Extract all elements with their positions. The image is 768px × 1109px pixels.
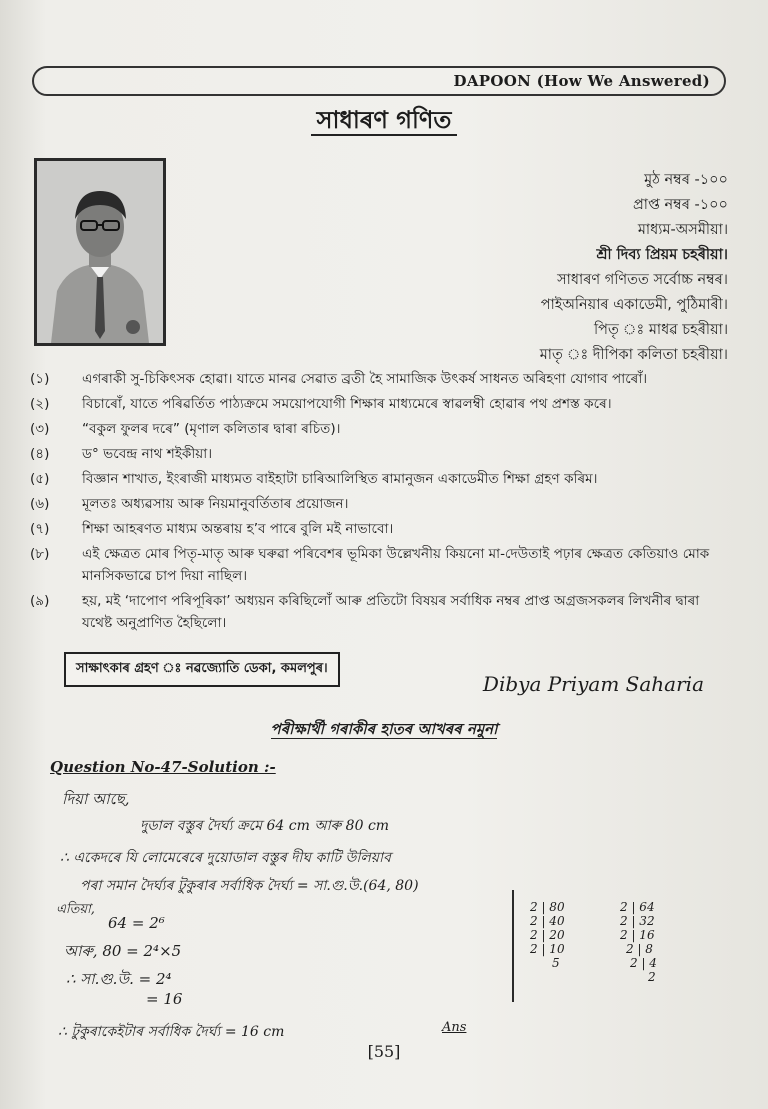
item-number: (৭) xyxy=(30,521,50,537)
div64-step: 2 xyxy=(648,970,656,984)
division-64 xyxy=(620,900,657,984)
student-photo xyxy=(34,158,166,346)
info-mother: মাতৃ ঃ দীপিকা কলিতা চহৰীয়া। xyxy=(539,347,728,363)
answer-list xyxy=(30,368,730,637)
hw-line-9: ∴ টুকুৰাকেইটাৰ সৰ্বাধিক দৈৰ্ঘ্য = 16 cm xyxy=(58,1024,285,1040)
div64-step: 2 | 64 xyxy=(620,900,655,914)
hw-line-7: ∴ সা.গু.উ. = 2⁴ xyxy=(66,970,172,988)
hw-question: Question No-47-Solution :- xyxy=(50,758,276,776)
item-number: (৬) xyxy=(30,496,50,512)
item-number: (৩) xyxy=(30,421,50,437)
item-text: হয়, মই ‘দাপোণ পৰিপূৰিকা’ অধ্যয়ন কৰিছিলোঁ আৰু প্ৰতিটো বিষয়ৰ সৰ্বাধিক নম্বৰ প্ৰাপ্ত অগ্ৰজসকলৰ লিখনীৰ দ্বাৰা যথেষ্ট অনুপ্ৰাণিত হৈছিলো। xyxy=(82,593,700,631)
page-number: [55] xyxy=(367,1042,401,1061)
item-text: বিজ্ঞান শাখাত, ইংৰাজী মাধ্যমত বাইহাটা চাৰিআলিস্থিত ৰামানুজন একাডেমীত শিক্ষা গ্ৰহণ কৰিম। xyxy=(82,471,598,487)
info-total-marks: মুঠ নম্বৰ -১০০ xyxy=(644,172,728,188)
item-text: “বকুল ফুলৰ দৰে” (মৃণাল কলিতাৰ দ্বাৰা ৰচিত)। xyxy=(82,421,341,437)
info-name: শ্ৰী দিব্য প্ৰিয়ম চহৰীয়া। xyxy=(596,247,728,263)
hw-line-6: আৰু, 80 = 2⁴×5 xyxy=(64,942,182,960)
list-item xyxy=(30,443,730,465)
hw-line-8: = 16 xyxy=(146,990,183,1008)
info-father: পিতৃ ঃ মাধৱ চহৰীয়া। xyxy=(594,322,728,338)
hw-line-4: এতিয়া, xyxy=(56,902,95,917)
page-title xyxy=(0,102,768,142)
student-info xyxy=(258,168,728,368)
item-number: (১) xyxy=(30,371,50,387)
signature: Dibya Priyam Saharia xyxy=(482,672,704,696)
item-text: বিচাৰোঁ, যাতে পৰিৱৰ্তিত পাঠ্যক্ৰমে সময়োপযোগী শিক্ষাৰ মাধ্যমেৰে স্বাৱলম্বী হোৱাৰ পথ প্ৰশস্ত কৰে। xyxy=(82,396,612,412)
info-obtained-marks: প্ৰাপ্ত নম্বৰ -১০০ xyxy=(632,197,728,213)
list-item xyxy=(30,590,730,634)
item-text: এগৰাকী সু-চিকিৎসক হোৱা। যাতে মানৱ সেৱাত ব্ৰতী হৈ সামাজিক উৎকৰ্ষ সাধনত অৰিহণা যোগাব পাৰোঁ। xyxy=(82,371,648,387)
div64-step: 2 | 32 xyxy=(620,914,655,928)
handwriting-sample-title-text: পৰীক্ষাৰ্থী গৰাকীৰ হাতৰ আখৰৰ নমুনা xyxy=(270,720,498,738)
div80-step: 2 | 20 xyxy=(530,928,565,942)
div64-step: 2 | 16 xyxy=(620,928,655,942)
header-text: DAPOON (How We Answered) xyxy=(453,72,710,90)
div64-step: 2 | 8 xyxy=(626,942,653,956)
hw-line-5: 64 = 2⁶ xyxy=(108,914,165,932)
div80-step: 2 | 10 xyxy=(530,942,565,956)
hw-line-3: পৰা সমান দৈৰ্ঘ্যৰ টুকুৰাৰ সৰ্বাধিক দৈৰ্ঘ্য = সা.গু.উ.(64, 80) xyxy=(80,878,419,894)
header-band xyxy=(32,66,726,96)
item-text: ড° ভবেন্দ্ৰ নাথ শইকীয়া। xyxy=(82,446,213,462)
hw-line-2: ∴ একেদৰে যি লোমেৰেৰে দুয়োডাল বস্তুৰ দীঘ কাটি উলিয়াব xyxy=(60,850,391,866)
item-text: শিক্ষা আহৰণত মাধ্যম অন্তৰায় হ’ব পাৰে বুলি মই নাভাবো। xyxy=(82,521,394,537)
item-number: (৯) xyxy=(30,593,50,609)
item-number: (৮) xyxy=(30,546,50,562)
div80-step: 2 | 80 xyxy=(530,900,565,914)
list-item xyxy=(30,518,730,540)
division-80 xyxy=(530,900,565,970)
info-achievement: সাধাৰণ গণিতত সৰ্বোচ্চ নম্বৰ। xyxy=(557,272,728,288)
division-divider-line xyxy=(512,890,514,1002)
div64-step: 2 | 4 xyxy=(630,956,657,970)
info-school: পাইঅনিয়াৰ একাডেমী, পুঠিমাৰী। xyxy=(540,297,728,313)
item-text: এই ক্ষেত্ৰত মোৰ পিতৃ-মাতৃ আৰু ঘৰুৱা পৰিবেশৰ ভূমিকা উল্লেখনীয় কিয়নো মা-দেউতাই পঢ়াৰ ক্ষেত্ৰত কেতিয়াও মোক মানসিকভাৱে চাপ দিয়া নাছিল। xyxy=(82,546,710,584)
page-title-text: সাধাৰণ গণিত xyxy=(311,106,458,136)
hw-given: দিয়া আছে, xyxy=(62,790,130,808)
div80-step: 5 xyxy=(552,956,560,970)
item-text: মূলতঃ অধ্যৱসায় আৰু নিয়মানুবৰ্তিতাৰ প্ৰয়োজন। xyxy=(82,496,349,512)
list-item xyxy=(30,368,730,390)
portrait-image xyxy=(37,161,163,343)
item-number: (২) xyxy=(30,396,50,412)
hw-line-1: দুডাল বস্তুৰ দৈৰ্ঘ্য ক্ৰমে 64 cm আৰু 80 cm xyxy=(140,818,390,834)
list-item xyxy=(30,418,730,440)
item-number: (৫) xyxy=(30,471,50,487)
handwriting-sample-title xyxy=(0,718,768,743)
list-item xyxy=(30,493,730,515)
item-number: (৪) xyxy=(30,446,50,462)
info-medium: মাধ্যম-অসমীয়া। xyxy=(637,222,728,238)
interview-credit: সাক্ষাৎকাৰ গ্ৰহণ ঃ নৱজ্যোতি ডেকা, কমলপুৰ। xyxy=(64,652,340,687)
hw-ans: Ans xyxy=(442,1020,467,1035)
list-item xyxy=(30,543,730,587)
list-item xyxy=(30,393,730,415)
div80-step: 2 | 40 xyxy=(530,914,565,928)
list-item xyxy=(30,468,730,490)
